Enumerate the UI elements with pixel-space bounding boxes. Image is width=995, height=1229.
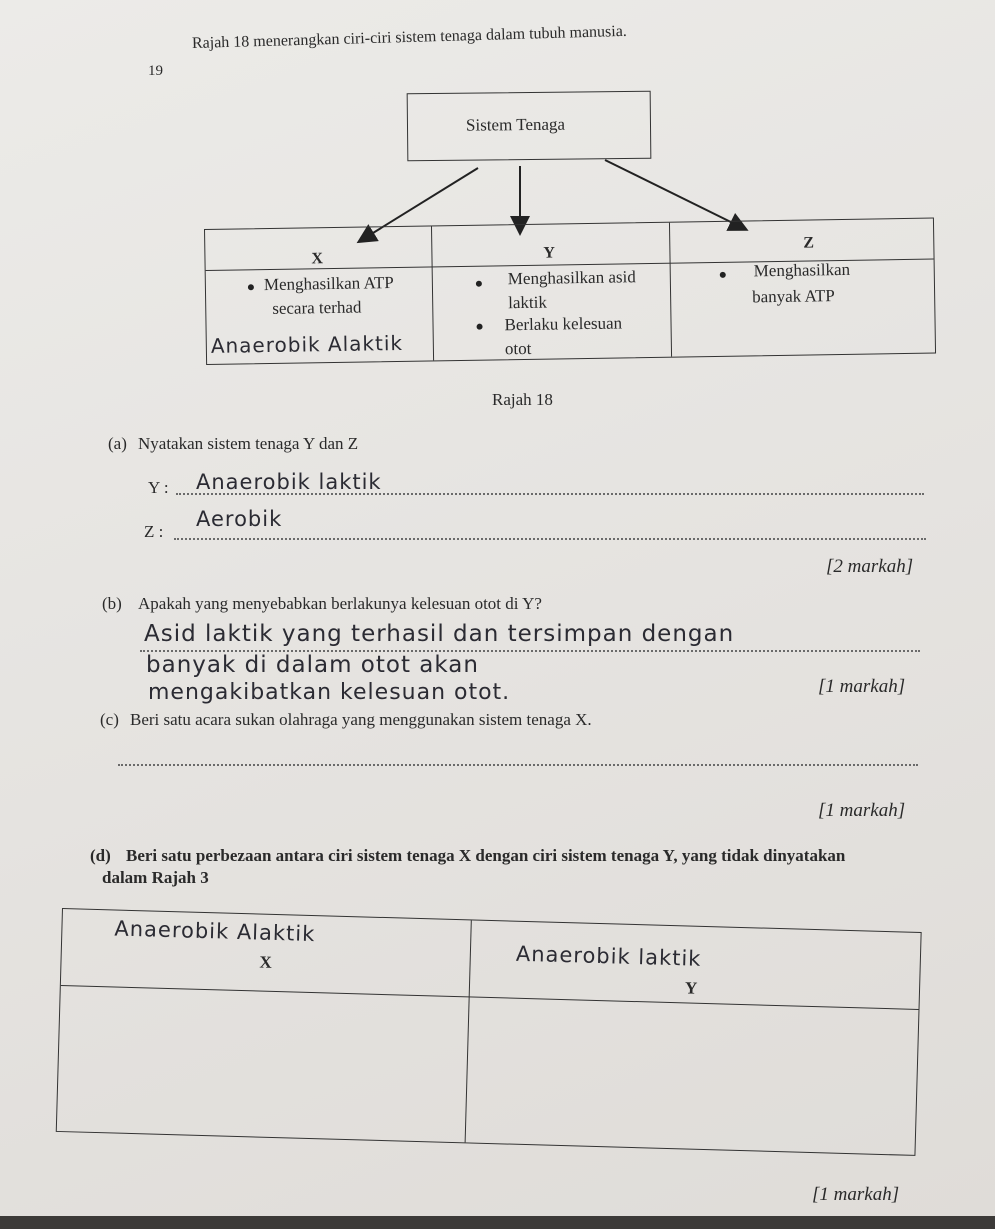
z-item-line2: banyak ATP <box>751 286 835 307</box>
comparison-x-answer-cell[interactable] <box>63 993 462 1134</box>
comparison-y-handwritten: Anaerobik laktik <box>515 941 702 971</box>
comparison-table <box>56 908 922 1156</box>
x-bullet <box>248 284 254 290</box>
root-label: Sistem Tenaga <box>465 114 566 135</box>
part-b-answer-line2: banyak di dalam otot akan <box>146 652 479 678</box>
x-item-line1: Menghasilkan ATP <box>263 273 394 295</box>
part-c-marks: [1 markah] <box>818 800 906 821</box>
system-table <box>204 218 936 365</box>
part-a-y-prompt: Y : <box>148 478 169 497</box>
y-bullet-1 <box>476 281 482 287</box>
z-heading: Z <box>803 234 815 252</box>
y-heading: Y <box>543 244 556 262</box>
part-a-z-answer-line <box>174 538 926 540</box>
x-heading: X <box>311 250 324 268</box>
part-a-question: Nyatakan sistem tenaga Y dan Z <box>138 434 359 453</box>
part-d-marks: [1 markah] <box>812 1184 900 1205</box>
part-b-answer-line3: mengakibatkan kelesuan otot. <box>148 680 511 705</box>
part-a-marks: [2 markah] <box>826 556 914 577</box>
y-item2-line1: Berlaku kelesuan <box>504 313 623 335</box>
question-number: 19 <box>148 63 163 79</box>
y-item1-line2: laktik <box>508 292 548 313</box>
z-bullet <box>720 272 726 278</box>
y-item2-line2: otot <box>504 338 532 359</box>
part-a-label: (a) <box>108 434 127 453</box>
part-c-question: Beri satu acara sukan olahraga yang menggunakan sistem tenaga X. <box>130 710 592 729</box>
part-a-y-answer: Anaerobik laktik <box>196 470 382 494</box>
comparison-x-heading: X <box>259 952 273 972</box>
y-bullet-2 <box>477 324 483 330</box>
part-a-z-answer: Aerobik <box>196 507 283 531</box>
part-b-question: Apakah yang menyebabkan berlakunya kelesuan otot di Y? <box>138 594 542 613</box>
y-item1-line1: Menghasilkan asid <box>507 267 636 289</box>
comparison-x-handwritten: Anaerobik Alaktik <box>114 916 316 947</box>
part-c-label: (c) <box>100 710 119 729</box>
part-a-z-prompt: Z : <box>144 522 164 541</box>
diagram-caption: Rajah 18 <box>492 390 553 409</box>
part-d-label: (d) <box>90 846 111 865</box>
page-bottom-edge <box>0 1216 995 1229</box>
table-col-divider-2 <box>669 223 672 357</box>
comparison-y-answer-cell[interactable] <box>471 1005 912 1147</box>
question-intro: Rajah 18 menerangkan ciri-ciri sistem tenaga dalam tubuh manusia. <box>191 22 628 52</box>
table-col-divider-1 <box>431 226 434 360</box>
part-b-marks: [1 markah] <box>818 676 906 697</box>
x-handwritten-answer: Anaerobik Alaktik <box>210 330 404 358</box>
x-item-line2: secara terhad <box>272 297 362 318</box>
part-c-answer-line <box>118 764 918 766</box>
arrow-to-z <box>605 160 745 229</box>
part-d-question-line1: Beri satu perbezaan antara ciri sistem tenaga X dengan ciri sistem tenaga Y, yang tidak dinyatakan <box>126 846 846 865</box>
z-item-line1: Menghasilkan <box>753 259 851 281</box>
part-b-label: (b) <box>102 594 122 613</box>
part-d-question-line2: dalam Rajah 3 <box>102 868 209 887</box>
part-b-answer-line1: Asid laktik yang terhasil dan tersimpan dengan <box>144 621 735 647</box>
comparison-y-heading: Y <box>684 978 698 998</box>
part-a-y-answer-line <box>176 493 924 495</box>
